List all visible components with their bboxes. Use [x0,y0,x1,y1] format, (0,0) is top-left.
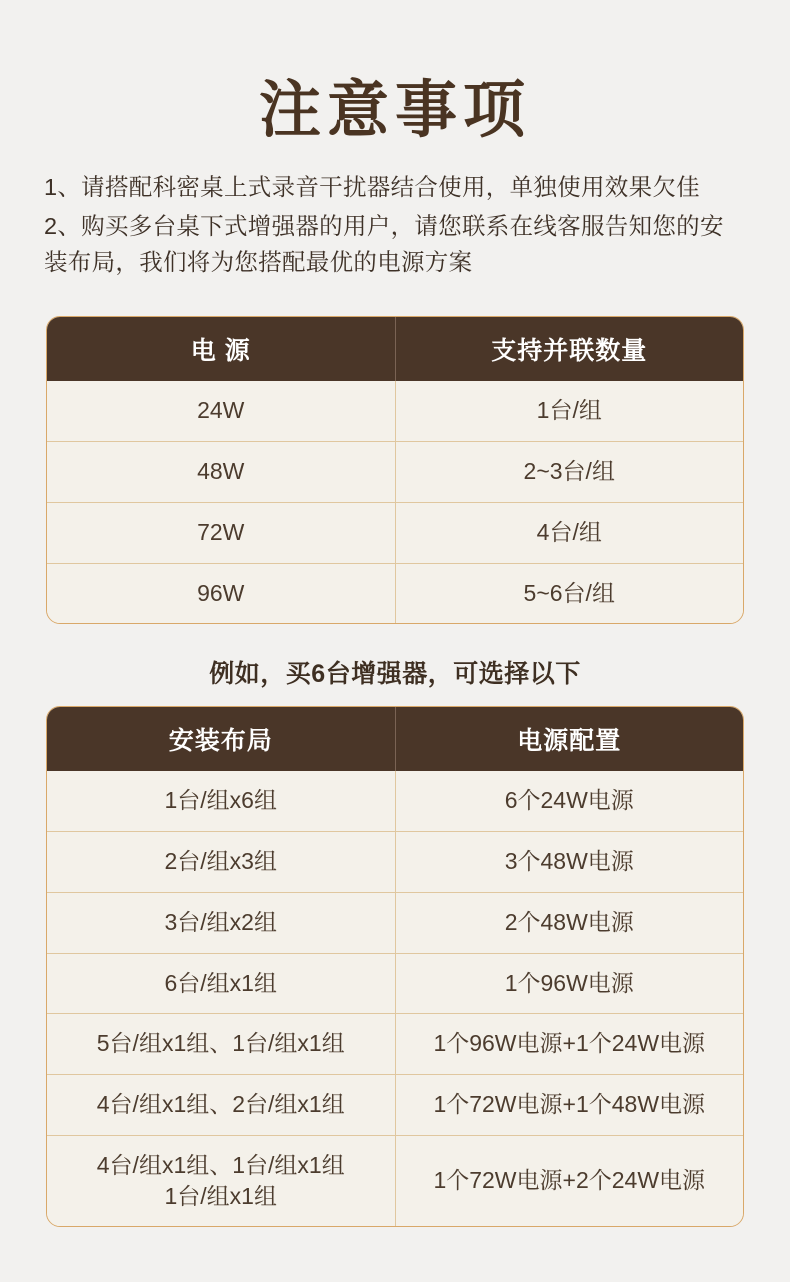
table-cell-power-config: 6个24W电源 [395,771,743,831]
table-cell-quantity: 4台/组 [395,502,743,563]
table-cell-quantity: 1台/组 [395,381,743,441]
table-row [47,563,743,623]
table-row [47,442,743,503]
table-cell-layout: 2台/组x3组 [47,832,395,893]
power-table-grid [47,317,743,623]
table-cell-power: 24W [47,381,395,441]
table-cell-layout: 4台/组x1组、1台/组x1组 1台/组x1组 [47,1135,395,1226]
table-cell-power: 48W [47,442,395,503]
table-row [47,1014,743,1075]
table-cell-power-config: 3个48W电源 [395,832,743,893]
table-header-row [47,707,743,771]
table-cell-layout: 5台/组x1组、1台/组x1组 [47,1014,395,1075]
layout-table-header-power-config: 电源配置 [395,707,743,771]
table-row [47,1135,743,1226]
note-item: 2、购买多台桌下式增强器的用户，请您联系在线客服告知您的安装布局，我们将为您搭配最优的电源方案 [44,212,724,275]
table-cell-power-config: 1个72W电源+2个24W电源 [395,1135,743,1226]
table-cell-power-config: 1个96W电源+1个24W电源 [395,1014,743,1075]
layout-table-head [47,707,743,771]
table-row [47,771,743,831]
page-title: 注意事项 [258,76,531,145]
power-table [46,316,744,624]
table-row [47,1074,743,1135]
table-row [47,502,743,563]
table-cell-power-config: 1个72W电源+1个48W电源 [395,1074,743,1135]
notes-block [44,169,744,280]
layout-table-header-layout: 安装布局 [47,707,395,771]
table-cell-power: 96W [47,563,395,623]
layout-table-body [47,771,743,1226]
table-cell-power-config: 2个48W电源 [395,892,743,953]
table-cell-power-config: 1个96W电源 [395,953,743,1014]
table-cell-power: 72W [47,502,395,563]
table-cell-quantity: 2~3台/组 [395,442,743,503]
power-table-header-quantity: 支持并联数量 [395,317,743,381]
table-header-row [47,317,743,381]
table-row [47,953,743,1014]
table-row [47,832,743,893]
table-cell-layout: 4台/组x1组、2台/组x1组 [47,1074,395,1135]
power-table-body [47,381,743,623]
table-cell-quantity: 5~6台/组 [395,563,743,623]
note-item: 1、请搭配科密桌上式录音干扰器结合使用，单独使用效果欠佳 [44,174,700,201]
table-row [47,381,743,441]
table-cell-layout: 1台/组x6组 [47,771,395,831]
table-cell-layout: 3台/组x2组 [47,892,395,953]
example-caption: 例如，买6台增强器，可选择以下 [209,660,581,689]
table-row [47,892,743,953]
table-cell-layout: 6台/组x1组 [47,953,395,1014]
layout-table-grid [47,707,743,1226]
power-table-header-power: 电 源 [47,317,395,381]
layout-table [46,706,744,1227]
power-table-head [47,317,743,381]
